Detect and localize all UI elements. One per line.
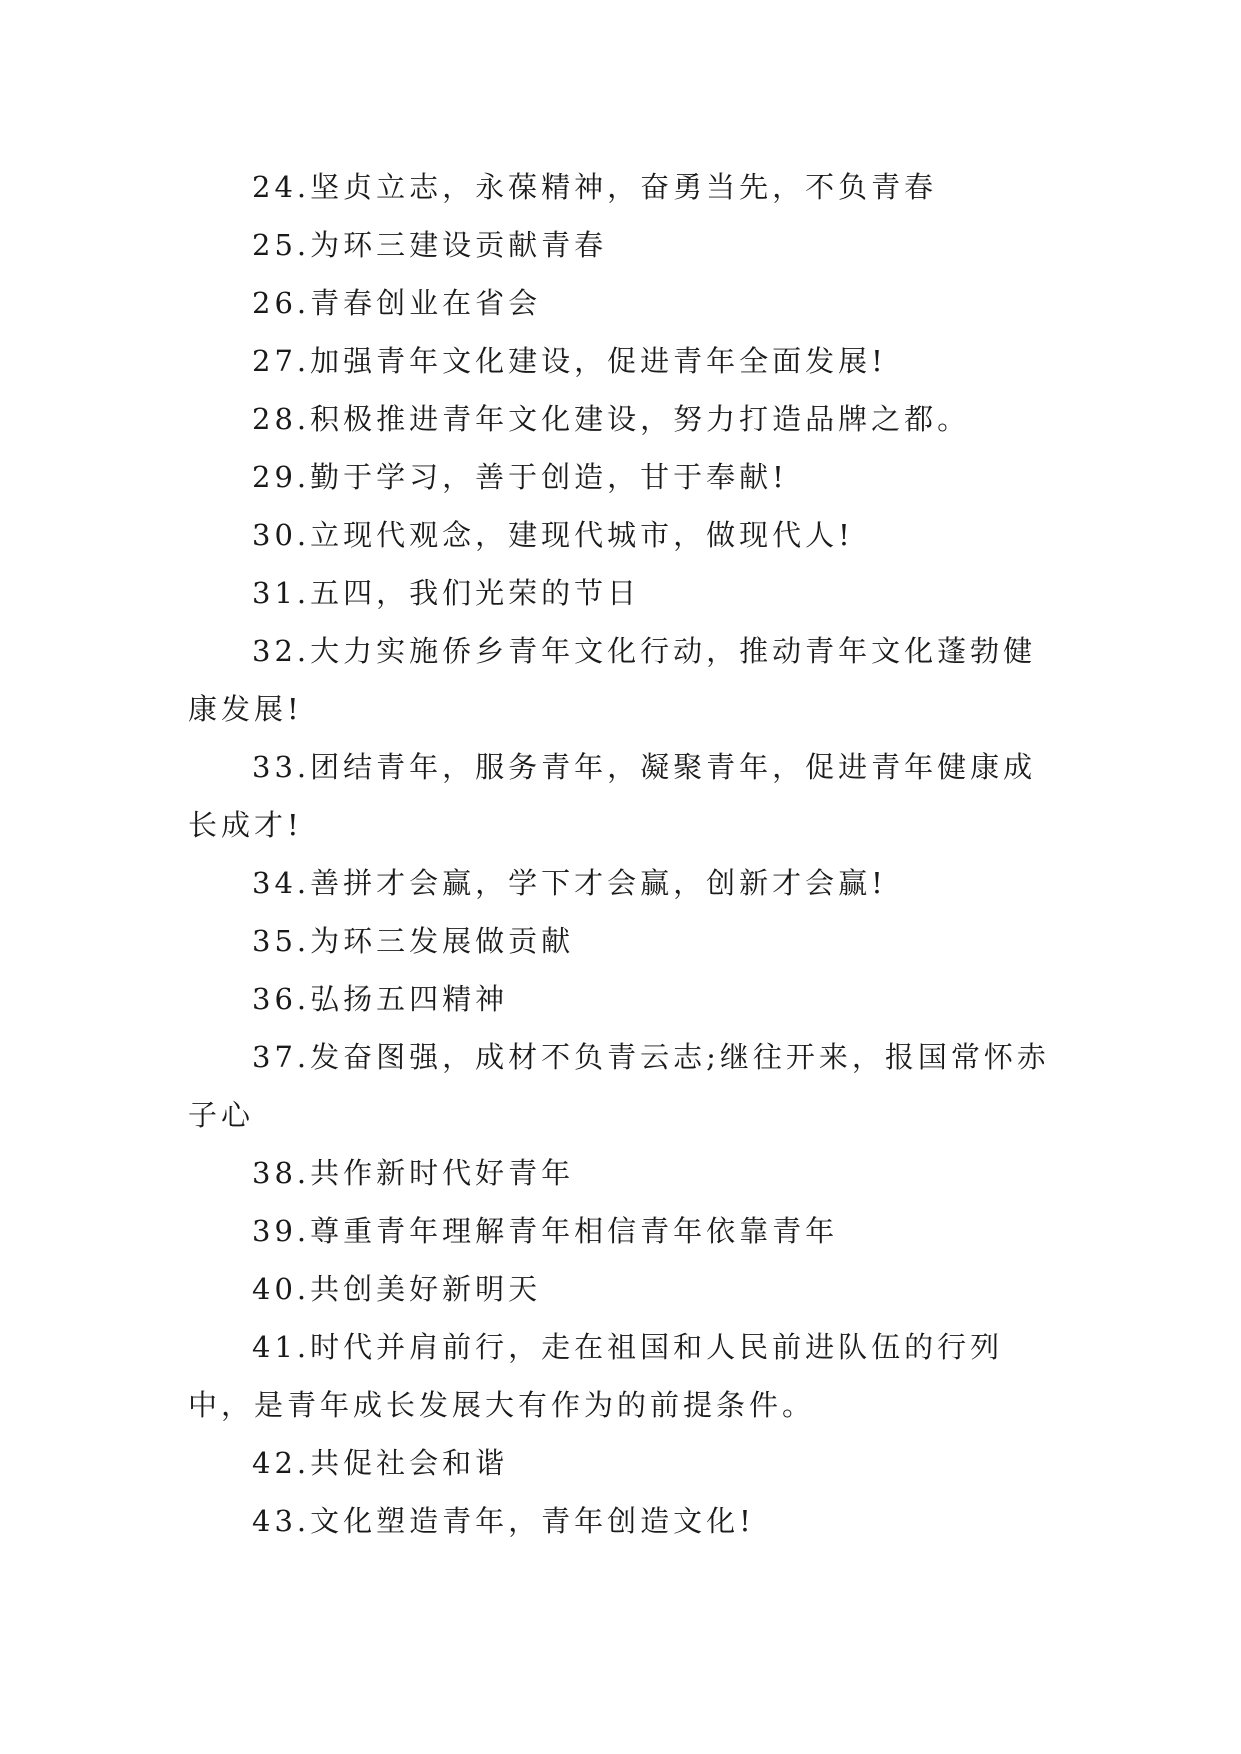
list-item: 35.为环三发展做贡献 — [252, 924, 575, 958]
list-item: 36.弘扬五四精神 — [252, 982, 509, 1016]
list-item: 41.时代并肩前行，走在祖国和人民前进队伍的行列中，是青年成长发展大有作为的前提条件。 — [188, 1330, 1004, 1422]
list-item: 39.尊重青年理解青年相信青年依靠青年 — [252, 1214, 839, 1248]
slogan-list — [188, 158, 1056, 1550]
list-item: 34.善拼才会赢，学下才会赢，创新才会赢! — [252, 866, 887, 900]
list-item: 37.发奋图强，成材不负青云志;继往开来，报国常怀赤子心 — [188, 1040, 1050, 1132]
list-item: 24.坚贞立志，永葆精神，奋勇当先，不负青春 — [252, 170, 938, 204]
list-item: 31.五四，我们光荣的节日 — [252, 576, 641, 610]
list-item: 43.文化塑造青年，青年创造文化! — [252, 1504, 755, 1538]
list-item: 25.为环三建设贡献青春 — [252, 228, 608, 262]
list-item: 33.团结青年，服务青年，凝聚青年，促进青年健康成长成才! — [188, 750, 1037, 842]
list-item: 42.共促社会和谐 — [252, 1446, 509, 1480]
list-item: 38.共作新时代好青年 — [252, 1156, 575, 1190]
list-item: 40.共创美好新明天 — [252, 1272, 542, 1306]
list-item: 28.积极推进青年文化建设，努力打造品牌之都。 — [252, 402, 971, 436]
list-item: 29.勤于学习，善于创造，甘于奉献! — [252, 460, 788, 494]
list-item: 32.大力实施侨乡青年文化行动，推动青年文化蓬勃健康发展! — [188, 634, 1037, 726]
list-item: 30.立现代观念，建现代城市，做现代人! — [252, 518, 854, 552]
list-item: 27.加强青年文化建设，促进青年全面发展! — [252, 344, 887, 378]
list-item: 26.青春创业在省会 — [252, 286, 542, 320]
